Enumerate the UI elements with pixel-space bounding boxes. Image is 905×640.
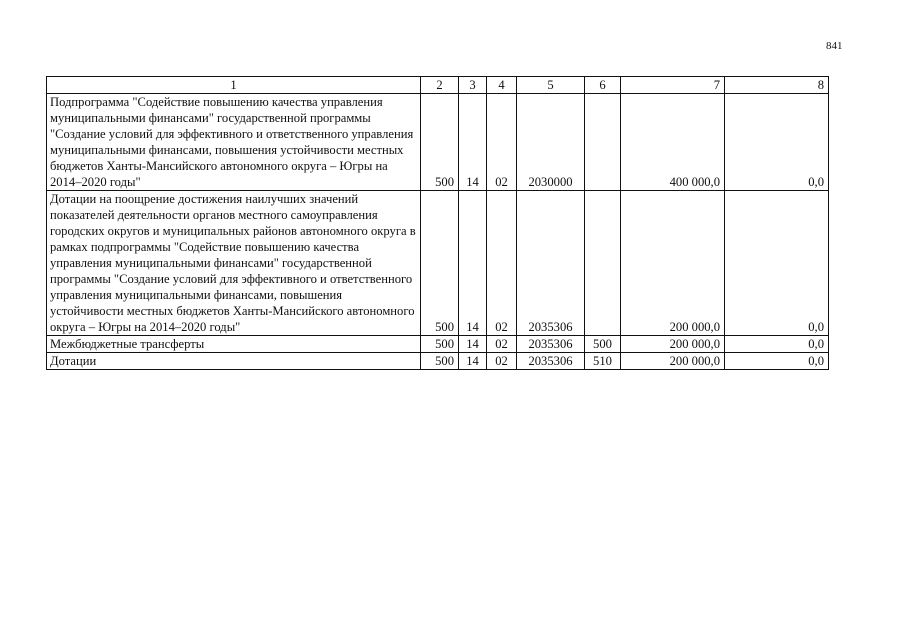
row-col-6 xyxy=(585,94,621,191)
row-col-2: 500 xyxy=(421,336,459,353)
row-col-7: 400 000,0 xyxy=(621,94,725,191)
row-col-5: 2035306 xyxy=(517,336,585,353)
row-name: Дотации xyxy=(47,353,421,370)
table-header-row xyxy=(47,77,829,94)
row-col-8: 0,0 xyxy=(725,191,829,336)
row-col-3: 14 xyxy=(459,336,487,353)
row-col-6 xyxy=(585,191,621,336)
row-col-7: 200 000,0 xyxy=(621,191,725,336)
row-col-8: 0,0 xyxy=(725,353,829,370)
table-row xyxy=(47,94,829,191)
row-col-6: 500 xyxy=(585,336,621,353)
row-col-5: 2035306 xyxy=(517,353,585,370)
table-row xyxy=(47,353,829,370)
row-col-3: 14 xyxy=(459,94,487,191)
row-col-7: 200 000,0 xyxy=(621,336,725,353)
row-col-3: 14 xyxy=(459,191,487,336)
row-col-5: 2035306 xyxy=(517,191,585,336)
column-header-1: 1 xyxy=(47,77,421,94)
table-row xyxy=(47,336,829,353)
column-header-3: 3 xyxy=(459,77,487,94)
budget-table xyxy=(46,76,829,370)
row-col-8: 0,0 xyxy=(725,336,829,353)
row-col-8: 0,0 xyxy=(725,94,829,191)
row-name: Межбюджетные трансферты xyxy=(47,336,421,353)
column-header-6: 6 xyxy=(585,77,621,94)
row-col-4: 02 xyxy=(487,94,517,191)
page-number: 841 xyxy=(826,40,843,52)
row-col-2: 500 xyxy=(421,94,459,191)
row-col-4: 02 xyxy=(487,353,517,370)
row-name: Дотации на поощрение достижения наилучших значений показателей деятельности органов местного самоуправления городских округов и муниципальных районов автономного округа в рамках подпрограммы "Содействие повышению качества управления муниципальными финансами" государственной программы "Создание условий для эффективного и ответственного управления муниципальными финансами, повышения устойчивости местных бюджетов Ханты-Мансийского автономного округа – Югры на 2014–2020 годы" xyxy=(47,191,421,336)
row-col-5: 2030000 xyxy=(517,94,585,191)
row-col-3: 14 xyxy=(459,353,487,370)
row-col-7: 200 000,0 xyxy=(621,353,725,370)
column-header-5: 5 xyxy=(517,77,585,94)
row-col-6: 510 xyxy=(585,353,621,370)
row-col-4: 02 xyxy=(487,191,517,336)
column-header-7: 7 xyxy=(621,77,725,94)
table-row xyxy=(47,191,829,336)
row-col-4: 02 xyxy=(487,336,517,353)
row-name: Подпрограмма "Содействие повышению качества управления муниципальными финансами" государственной программы "Создание условий для эффективного и ответственного управления муниципальными финансами, повышения устойчивости местных бюджетов Ханты-Мансийского автономного округа – Югры на 2014–2020 годы" xyxy=(47,94,421,191)
row-col-2: 500 xyxy=(421,353,459,370)
column-header-2: 2 xyxy=(421,77,459,94)
column-header-4: 4 xyxy=(487,77,517,94)
column-header-8: 8 xyxy=(725,77,829,94)
row-col-2: 500 xyxy=(421,191,459,336)
